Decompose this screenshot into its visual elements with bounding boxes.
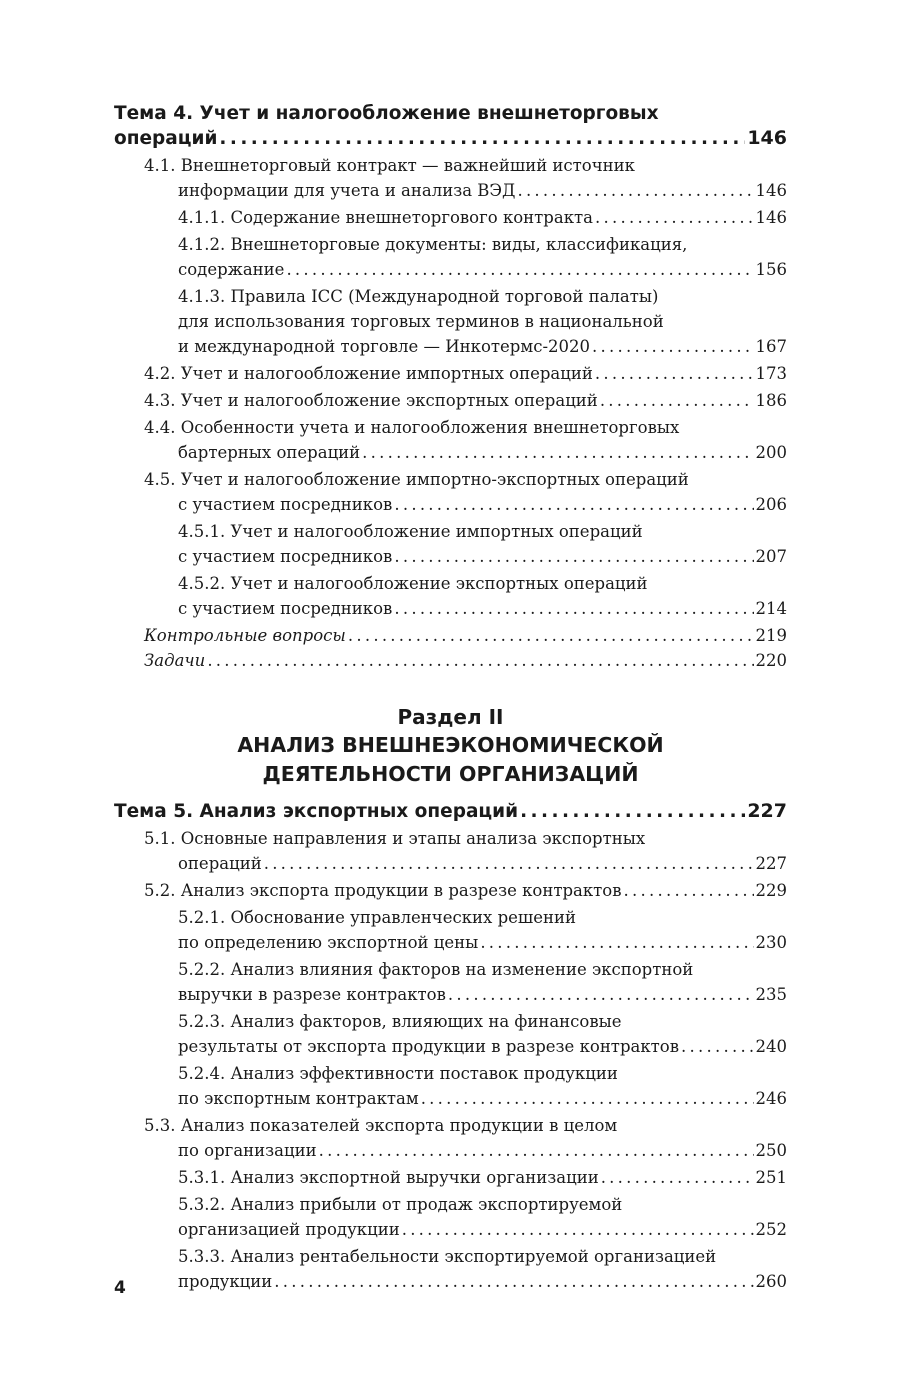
dot-leader (595, 361, 754, 386)
toc-entry-text: 5.2.3. Анализ факторов, влияющих на финансовые (178, 1012, 622, 1031)
toc-page-number: 227 (755, 854, 787, 873)
toc-entry-text: с участием посредников (178, 547, 393, 566)
toc-entry-text: продукции (178, 1272, 273, 1291)
toc-entry-text: 5.2. Анализ экспорта продукции в разрезе контрактов (144, 881, 622, 900)
toc-page-number: 214 (755, 599, 787, 618)
toc-page-number: 252 (755, 1220, 787, 1239)
toc-entry-text: 4.5.2. Учет и налогообложение экспортных операций (178, 574, 648, 593)
toc-page-number: 173 (755, 364, 787, 383)
toc-entry-text: 5.2.4. Анализ эффективности поставок продукции (178, 1064, 618, 1083)
toc-entry-text: результаты от экспорта продукции в разрезе контрактов (178, 1037, 680, 1056)
toc-page-number: 156 (755, 260, 787, 279)
toc-entry-text: информации для учета и анализа ВЭД (178, 181, 516, 200)
toc-entry-text: по определению экспортной цены (178, 933, 479, 952)
toc-entry-tasks[interactable] (114, 648, 787, 673)
toc-page-number: 220 (755, 651, 787, 670)
toc-entry-4-5-2[interactable] (114, 571, 787, 621)
section-heading (114, 703, 787, 789)
dot-leader (362, 440, 753, 465)
toc-topic-5-title: Тема 5. Анализ экспортных операций (114, 801, 519, 822)
toc-page-number: 200 (755, 443, 787, 462)
dot-leader (600, 388, 754, 413)
toc-topic-5[interactable] (114, 799, 787, 824)
dot-leader (394, 492, 753, 517)
dot-leader (319, 1138, 754, 1163)
toc-entry-text: организацией продукции (178, 1220, 400, 1239)
dot-leader (681, 1034, 753, 1059)
toc-entry-text: 5.3.1. Анализ экспортной выручки организации (178, 1168, 599, 1187)
dot-leader (394, 544, 753, 569)
dot-leader (274, 1269, 753, 1294)
table-of-contents (114, 101, 787, 1296)
toc-entry-5-2-4[interactable] (114, 1061, 787, 1111)
dot-leader (517, 178, 753, 203)
toc-entry-5-3-2[interactable] (114, 1192, 787, 1242)
toc-entry-text: 5.3.2. Анализ прибыли от продаж экспортируемой (178, 1195, 623, 1214)
toc-page-number: 246 (755, 1089, 787, 1108)
dot-leader (394, 596, 753, 621)
toc-page-number: 235 (755, 985, 787, 1004)
toc-page-number: 206 (755, 495, 787, 514)
section-title-line2: ДЕЯТЕЛЬНОСТИ ОРГАНИЗАЦИЙ (262, 762, 639, 786)
toc-entry-text: 4.5. Учет и налогообложение импортно-экспортных операций (144, 470, 689, 489)
section-title-line1: АНАЛИЗ ВНЕШНЕЭКОНОМИЧЕСКОЙ (237, 733, 664, 757)
toc-entry-4-1[interactable] (114, 153, 787, 203)
toc-entry-text: Контрольные вопросы (144, 626, 346, 645)
toc-entry-text: для использования торговых терминов в национальной (178, 312, 664, 331)
toc-entry-text: 5.2.1. Обоснование управленческих решений (178, 908, 577, 927)
toc-entry-5-2-3[interactable] (114, 1009, 787, 1059)
toc-entry-4-2[interactable] (114, 361, 787, 386)
toc-page-number: 227 (747, 800, 787, 822)
toc-entry-5-3-3[interactable] (114, 1244, 787, 1294)
toc-entry-text: 4.3. Учет и налогообложение экспортных операций (144, 391, 598, 410)
dot-leader (520, 799, 745, 824)
toc-page-number: 240 (755, 1037, 787, 1056)
section-number: Раздел II (397, 705, 504, 729)
dot-leader (595, 205, 754, 230)
toc-entry-text: Задачи (144, 651, 206, 670)
toc-entry-text: 5.2.2. Анализ влияния факторов на изменение экспортной (178, 960, 694, 979)
toc-entry-text: и международной торговле — Инкотермс-2020 (178, 337, 591, 356)
toc-entry-text: 4.4. Особенности учета и налогообложения внешнеторговых (144, 418, 680, 437)
toc-entry-5-1[interactable] (114, 826, 787, 876)
toc-entry-5-2-2[interactable] (114, 957, 787, 1007)
toc-entry-4-1-1[interactable] (114, 205, 787, 230)
toc-entry-5-2[interactable] (114, 878, 787, 903)
page-number: 4 (114, 1278, 126, 1298)
dot-leader (448, 982, 754, 1007)
toc-page-number: 229 (755, 881, 787, 900)
toc-page-number: 207 (755, 547, 787, 566)
toc-entry-text: 4.1.2. Внешнеторговые документы: виды, классификация, (178, 235, 688, 254)
toc-entry-text: 4.1.1. Содержание внешнеторгового контракта (178, 208, 593, 227)
dot-leader (624, 878, 754, 903)
toc-entry-text: бартерных операций (178, 443, 361, 462)
toc-page-number: 146 (755, 181, 787, 200)
toc-page-number: 167 (755, 337, 787, 356)
dot-leader (348, 623, 754, 648)
toc-page-number: 186 (755, 391, 787, 410)
toc-entry-text: по организации (178, 1141, 317, 1160)
toc-entry-text: с участием посредников (178, 599, 393, 618)
dot-leader (219, 126, 745, 151)
toc-entry-text: 4.1. Внешнеторговый контракт — важнейший источник (144, 156, 635, 175)
toc-entry-control-questions[interactable] (114, 623, 787, 648)
toc-entry-text: 4.1.3. Правила ICC (Международной торговой палаты) (178, 287, 659, 306)
toc-entry-4-5[interactable] (114, 467, 787, 517)
toc-entry-4-3[interactable] (114, 388, 787, 413)
toc-entry-text: 4.5.1. Учет и налогообложение импортных операций (178, 522, 643, 541)
toc-page-number: 230 (755, 933, 787, 952)
toc-entry-4-1-2[interactable] (114, 232, 787, 282)
toc-entry-4-1-3[interactable] (114, 284, 787, 359)
toc-page-number: 146 (747, 127, 787, 149)
toc-entry-text: по экспортным контрактам (178, 1089, 419, 1108)
toc-topic-4[interactable] (114, 101, 787, 151)
toc-entry-text: содержание (178, 260, 285, 279)
toc-entry-text: с участием посредников (178, 495, 393, 514)
toc-entry-text: 5.3. Анализ показателей экспорта продукции в целом (144, 1116, 618, 1135)
toc-entry-5-3-1[interactable] (114, 1165, 787, 1190)
toc-page-number: 219 (755, 626, 787, 645)
toc-entry-text: 5.1. Основные направления и этапы анализа экспортных (144, 829, 646, 848)
toc-entry-text: операций (178, 854, 262, 873)
toc-page-number: 251 (755, 1168, 787, 1187)
toc-page-number: 260 (755, 1272, 787, 1291)
dot-leader (264, 851, 754, 876)
dot-leader (480, 930, 753, 955)
toc-entry-5-2-1[interactable] (114, 905, 787, 955)
toc-entry-5-3[interactable] (114, 1113, 787, 1163)
toc-entry-text: выручки в разрезе контрактов (178, 985, 446, 1004)
dot-leader (402, 1217, 754, 1242)
toc-entry-4-5-1[interactable] (114, 519, 787, 569)
toc-entry-text: 5.3.3. Анализ рентабельности экспортируемой организацией (178, 1247, 717, 1266)
dot-leader (286, 257, 753, 282)
dot-leader (592, 334, 753, 359)
dot-leader (207, 648, 753, 673)
toc-page-number: 146 (755, 208, 787, 227)
dot-leader (421, 1086, 754, 1111)
toc-entry-4-4[interactable] (114, 415, 787, 465)
toc-entry-text: 4.2. Учет и налогообложение импортных операций (144, 364, 593, 383)
toc-topic-4-title-line2: операций (114, 128, 218, 149)
dot-leader (601, 1165, 754, 1190)
toc-topic-4-title-line1: Тема 4. Учет и налогообложение внешнеторговых (114, 103, 659, 124)
toc-page-number: 250 (755, 1141, 787, 1160)
